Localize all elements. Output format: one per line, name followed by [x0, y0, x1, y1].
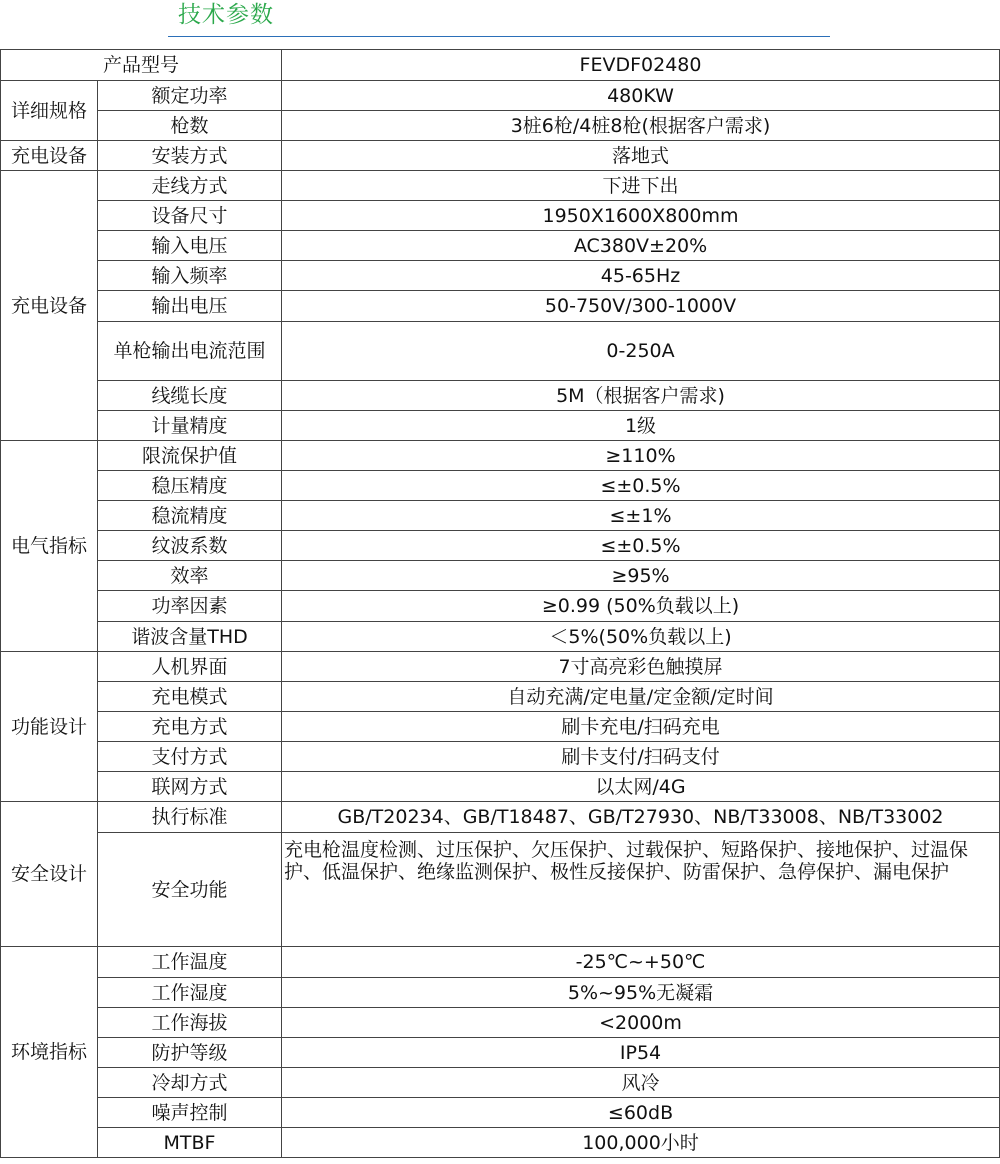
table-row: [1, 201, 1000, 231]
param-value: 以太网/4G: [282, 772, 1000, 802]
table-row: [1, 561, 1000, 591]
param-value: 45-65Hz: [282, 261, 1000, 291]
table-row: [1, 50, 1000, 81]
param-value: 风冷: [282, 1068, 1000, 1098]
table-row: [1, 742, 1000, 772]
param-value: ≤±0.5%: [282, 471, 1000, 501]
param-value: 下进下出: [282, 171, 1000, 201]
category-cell: 充电设备: [1, 141, 98, 171]
category-cell: 电气指标: [1, 441, 98, 652]
param-value: GB/T20234、GB/T18487、GB/T27930、NB/T33008、NB/T33002: [282, 802, 1000, 833]
param-value: 1950X1600X800mm: [282, 201, 1000, 231]
table-row: [1, 682, 1000, 712]
table-row: [1, 1008, 1000, 1038]
param-label: 工作温度: [98, 947, 282, 978]
table-row: [1, 111, 1000, 141]
category-cell: 详细规格: [1, 81, 98, 141]
param-value: IP54: [282, 1038, 1000, 1068]
param-value: 7寸高亮彩色触摸屏: [282, 652, 1000, 682]
param-label: 联网方式: [98, 772, 282, 802]
param-label: 工作湿度: [98, 978, 282, 1008]
param-label: 线缆长度: [98, 381, 282, 411]
table-row: [1, 381, 1000, 411]
param-value: 落地式: [282, 141, 1000, 171]
table-row: [1, 291, 1000, 322]
param-label: 设备尺寸: [98, 201, 282, 231]
param-label: 稳流精度: [98, 501, 282, 531]
table-row: [1, 1128, 1000, 1158]
param-label: 纹波系数: [98, 531, 282, 561]
param-label: 执行标准: [98, 802, 282, 833]
param-value: ≤±1%: [282, 501, 1000, 531]
header-label: 产品型号: [1, 50, 282, 81]
param-label: 充电方式: [98, 712, 282, 742]
table-row: [1, 833, 1000, 947]
table-row: [1, 261, 1000, 291]
param-label: 额定功率: [98, 81, 282, 111]
param-value: ≤±0.5%: [282, 531, 1000, 561]
param-label: 噪声控制: [98, 1098, 282, 1128]
table-row: [1, 772, 1000, 802]
param-value: 5%~95%无凝霜: [282, 978, 1000, 1008]
category-cell: 功能设计: [1, 652, 98, 802]
param-label: MTBF: [98, 1128, 282, 1158]
param-value: 3桩6枪/4桩8枪(根据客户需求): [282, 111, 1000, 141]
param-label: 功率因素: [98, 591, 282, 622]
param-value: ≥0.99 (50%负载以上): [282, 591, 1000, 622]
param-label: 计量精度: [98, 411, 282, 441]
spec-table: [0, 49, 1000, 1158]
param-value: ≤60dB: [282, 1098, 1000, 1128]
table-row: [1, 231, 1000, 261]
param-label: 枪数: [98, 111, 282, 141]
table-row: [1, 441, 1000, 471]
param-value: ≥95%: [282, 561, 1000, 591]
param-label: 输出电压: [98, 291, 282, 322]
param-label: 输入电压: [98, 231, 282, 261]
param-label: 安全功能: [98, 833, 282, 947]
param-label: 支付方式: [98, 742, 282, 772]
param-value: 刷卡支付/扫码支付: [282, 742, 1000, 772]
param-value: -25℃~+50℃: [282, 947, 1000, 978]
table-row: [1, 652, 1000, 682]
param-value: 0-250A: [282, 322, 1000, 381]
title-underline: [168, 36, 830, 37]
table-row: [1, 322, 1000, 381]
param-label: 工作海拔: [98, 1008, 282, 1038]
param-value: AC380V±20%: [282, 231, 1000, 261]
table-row: [1, 1098, 1000, 1128]
table-row: [1, 1068, 1000, 1098]
table-row: [1, 1038, 1000, 1068]
param-label: 效率: [98, 561, 282, 591]
table-row: [1, 947, 1000, 978]
param-label: 走线方式: [98, 171, 282, 201]
param-value: <2000m: [282, 1008, 1000, 1038]
param-label: 输入频率: [98, 261, 282, 291]
param-label: 安装方式: [98, 141, 282, 171]
table-row: [1, 802, 1000, 833]
header-value: FEVDF02480: [282, 50, 1000, 81]
table-row: [1, 171, 1000, 201]
param-value: ＜5%(50%负载以上): [282, 622, 1000, 652]
category-cell: 环境指标: [1, 947, 98, 1158]
param-label: 冷却方式: [98, 1068, 282, 1098]
param-label: 防护等级: [98, 1038, 282, 1068]
param-value: 刷卡充电/扫码充电: [282, 712, 1000, 742]
table-row: [1, 622, 1000, 652]
param-value: 充电枪温度检测、过压保护、欠压保护、过载保护、短路保护、接地保护、过温保护、低温保护、绝缘监测保护、极性反接保护、防雷保护、急停保护、漏电保护: [282, 833, 1000, 947]
table-row: [1, 978, 1000, 1008]
param-label: 谐波含量THD: [98, 622, 282, 652]
table-row: [1, 141, 1000, 171]
table-row: [1, 712, 1000, 742]
table-row: [1, 531, 1000, 561]
param-value: ≥110%: [282, 441, 1000, 471]
table-row: [1, 471, 1000, 501]
param-value: 1级: [282, 411, 1000, 441]
param-value: 自动充满/定电量/定金额/定时间: [282, 682, 1000, 712]
param-label: 充电模式: [98, 682, 282, 712]
page-title: 技术参数: [178, 2, 274, 28]
param-value: 480KW: [282, 81, 1000, 111]
param-label: 单枪输出电流范围: [98, 322, 282, 381]
category-cell: 安全设计: [1, 802, 98, 947]
param-value: 100,000小时: [282, 1128, 1000, 1158]
param-label: 稳压精度: [98, 471, 282, 501]
param-label: 人机界面: [98, 652, 282, 682]
table-row: [1, 81, 1000, 111]
table-row: [1, 411, 1000, 441]
param-label: 限流保护值: [98, 441, 282, 471]
param-value: 50-750V/300-1000V: [282, 291, 1000, 322]
table-row: [1, 591, 1000, 622]
category-cell: 充电设备: [1, 171, 98, 441]
param-value: 5M（根据客户需求): [282, 381, 1000, 411]
table-row: [1, 501, 1000, 531]
